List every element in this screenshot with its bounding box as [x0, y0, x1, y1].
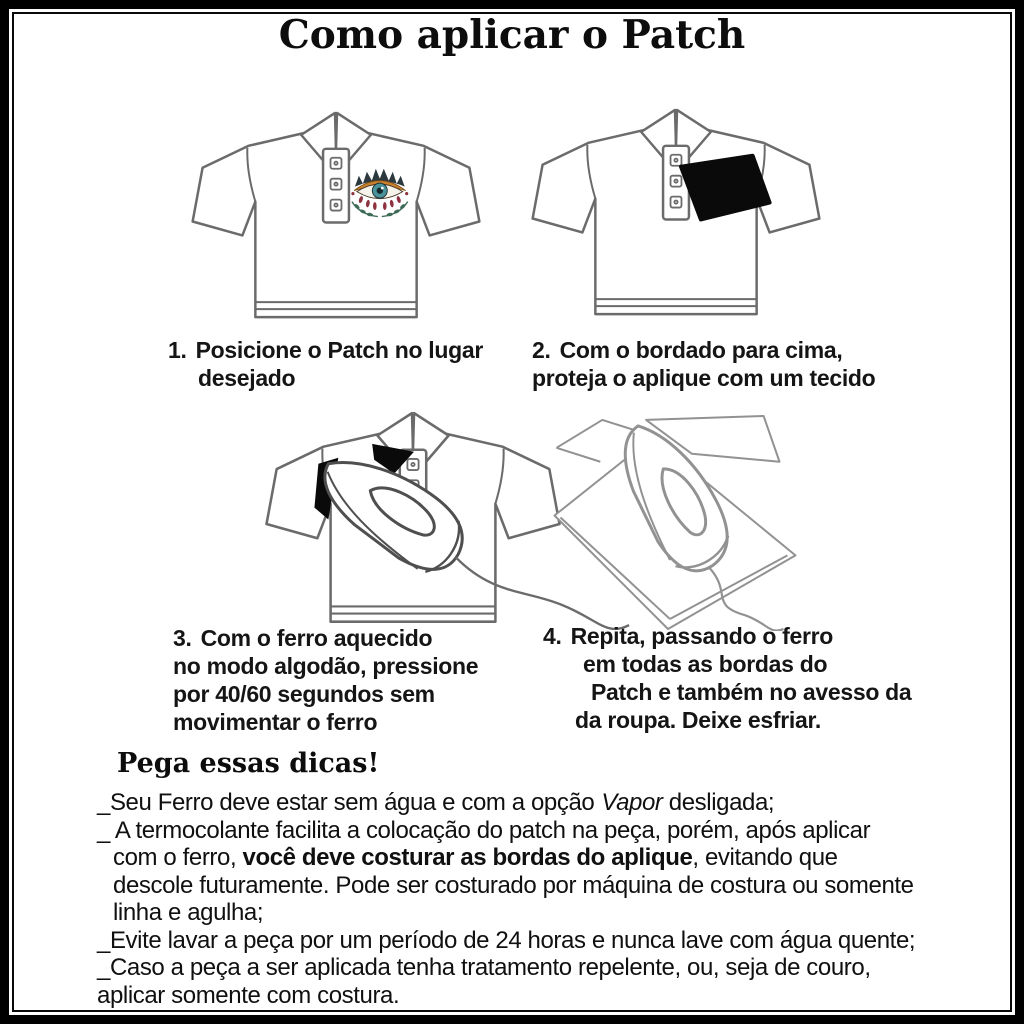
tip-sew-edges-cont: descole futuramente. Pode ser costurado por máquina de costura ou somente — [113, 871, 914, 899]
step-3-caption — [173, 624, 478, 736]
tip-text: com o ferro, — [113, 844, 243, 871]
caption-text: Patch e também no avesso da — [591, 679, 912, 705]
tip-leather: _Caso a peça a ser aplicada tenha tratamento repelente, ou, seja de couro, — [97, 954, 871, 981]
caption-text: da roupa. Deixe esfriar. — [575, 707, 821, 733]
step-2-illustration — [526, 103, 826, 332]
caption-text: Posicione o Patch no lugar — [195, 337, 484, 363]
tip-iron-water — [97, 789, 1002, 817]
caption-text: Repita, passando o ferro — [570, 623, 834, 649]
caption-line — [173, 624, 478, 652]
step-1-caption — [168, 336, 483, 392]
caption-text: em todas as bordas do — [583, 651, 828, 677]
tip-no-wash: _Evite lavar a peça por um período de 24 horas e nunca lave com água quente; — [97, 926, 916, 954]
caption-text: no modo algodão, pressione — [173, 653, 479, 679]
step-number: 3. — [173, 625, 192, 651]
tip-sew-edges-cont: linha e agulha; — [113, 899, 264, 926]
tip-text-italic: Vapor — [601, 789, 663, 816]
tip-text: , evitando que — [692, 844, 838, 871]
polo-shirt-icon — [193, 113, 480, 317]
step-2-caption — [532, 336, 875, 392]
polo-shirt-icon — [533, 110, 820, 314]
step-4-illustration — [540, 404, 802, 631]
tips-section — [97, 748, 1002, 1009]
step-number: 4. — [543, 623, 562, 649]
caption-text: movimentar o ferro — [173, 709, 378, 735]
tip-sew-edges-cont — [97, 844, 1002, 872]
tip-sew-edges: _ A termocolante facilita a colocação do patch na peça, porém, após aplicar — [97, 816, 871, 844]
tip-leather-cont: aplicar somente com costura. — [97, 981, 400, 1009]
step-4-caption — [543, 622, 911, 734]
tip-text: desligada; — [662, 789, 775, 816]
step-number: 1. — [168, 337, 187, 363]
page-title: Como aplicar o Patch — [278, 12, 746, 58]
step-1-illustration — [186, 106, 486, 335]
caption-text: Com o bordado para cima, — [559, 337, 843, 363]
caption-text: proteja o aplique com um tecido — [532, 365, 876, 391]
caption-line — [532, 336, 875, 364]
caption-text: por 40/60 segundos sem — [173, 681, 435, 707]
tip-text-bold: você deve costurar as bordas do aplique — [242, 844, 693, 871]
tips-title: Pega essas dicas! — [117, 748, 380, 779]
caption-line — [168, 336, 483, 364]
tip-text: _Seu Ferro deve estar sem água e com a opção — [97, 789, 595, 816]
caption-line — [543, 622, 911, 650]
caption-text: desejado — [198, 365, 296, 391]
step-number: 2. — [532, 337, 551, 363]
caption-text: Com o ferro aquecido — [200, 625, 433, 651]
